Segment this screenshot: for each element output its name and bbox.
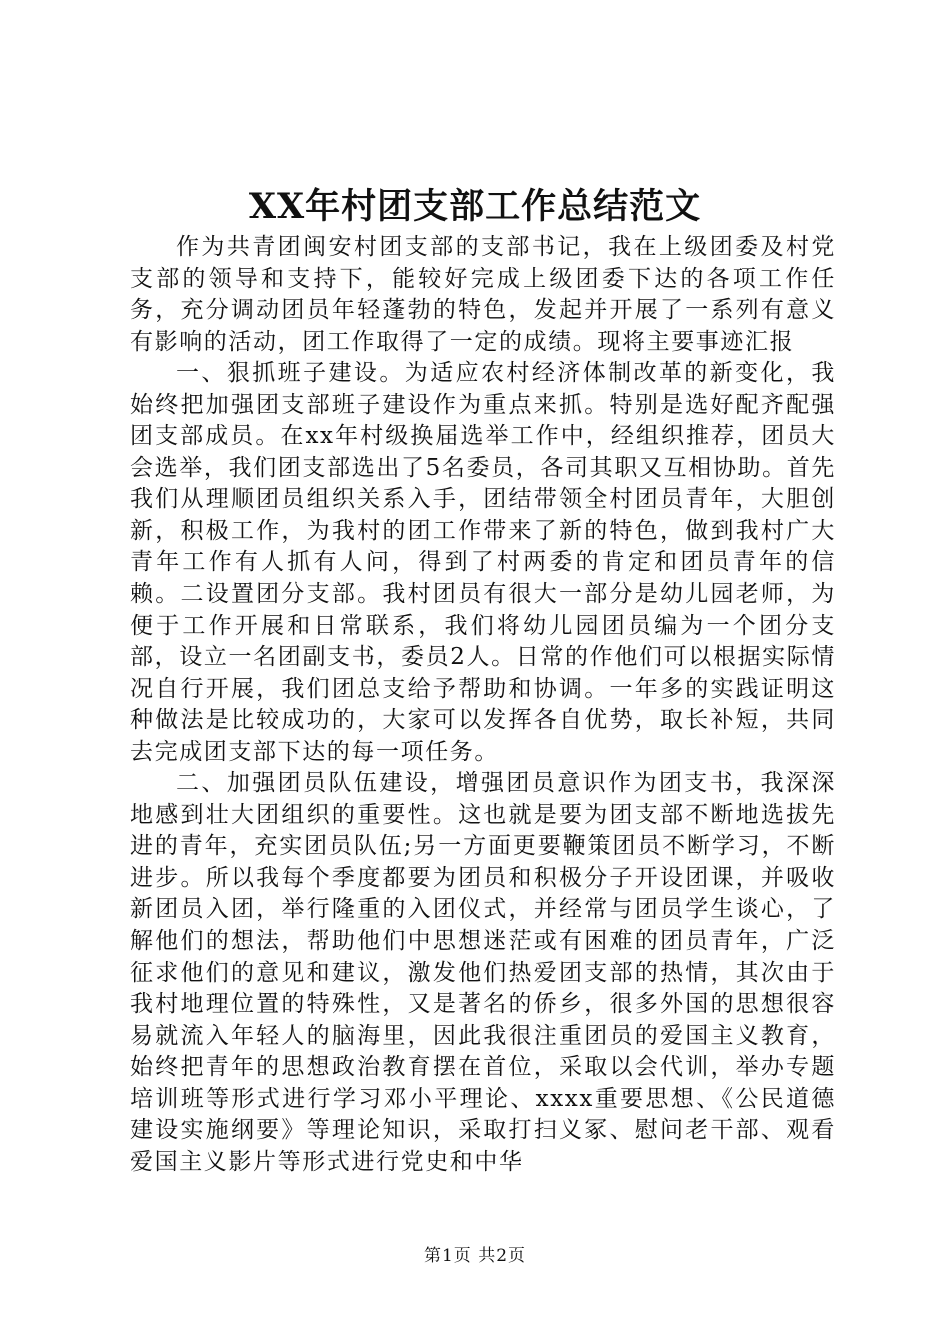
paragraph-section-one: 一、狠抓班子建设。为适应农村经济体制改革的新变化，我始终把加强团支部班子建设作为重点来抓。特别是选好配齐配强团支部成员。在xx年村级换届选举工作中，经组织推荐，团员大会选举，我们团支部选出了5名委员，各司其职又互相协助。首先我们从理顺团员组织关系入手，团结带领全村团员青年，大胆创新，积极工作，为我村的团工作带来了新的特色，做到我村广大青年工作有人抓有人问，得到了村两委的肯定和团员青年的信赖。二设置团分支部。我村团员有很大一部分是幼儿园老师，为便于工作开展和日常联系，我们将幼儿园团员编为一个团分支部，设立一名团副支书，委员2人。日常的作他们可以根据实际情况自行开展，我们团总支给予帮助和协调。一年多的实践证明这种做法是比较成功的，大家可以发挥各自优势，取长补短，共同去完成团支部下达的每一项任务。	[130, 360, 836, 765]
document-body	[130, 232, 836, 1178]
page-footer: 第1页 共2页	[423, 1246, 527, 1266]
paragraph-intro: 作为共青团闽安村团支部的支部书记，我在上级团委及村党支部的领导和支持下，能较好完成上级团委下达的各项工作任务，充分调动团员年轻蓬勃的特色，发起并开展了一系列有意义有影响的活动，团工作取得了一定的成绩。现将主要事迹汇报	[130, 234, 836, 355]
document-title: XX年村团支部工作总结范文	[248, 186, 702, 227]
paragraph-section-two: 二、加强团员队伍建设，增强团员意识作为团支书，我深深地感到壮大团组织的重要性。这也就是要为团支部不断地选拔先进的青年，充实团员队伍;另一方面更要鞭策团员不断学习，不断进步。所以我每个季度都要为团员和积极分子开设团课，并吸收新团员入团，举行隆重的入团仪式，并经常与团员学生谈心，了解他们的想法，帮助他们中思想迷茫或有困难的团员青年，广泛征求他们的意见和建议，激发他们热爱团支部的热情，其次由于我村地理位置的特殊性，又是著名的侨乡，很多外国的思想很容易就流入年轻人的脑海里，因此我很注重团员的爱国主义教育，始终把青年的思想政治教育摆在首位，采取以会代训，举办专题培训班等形式进行学习邓小平理论、xxxx重要思想、《公民道德建设实施纲要》等理论知识，采取打扫义冢、慰问老干部、观看爱国主义影片等形式进行党史和中华	[130, 770, 836, 1175]
